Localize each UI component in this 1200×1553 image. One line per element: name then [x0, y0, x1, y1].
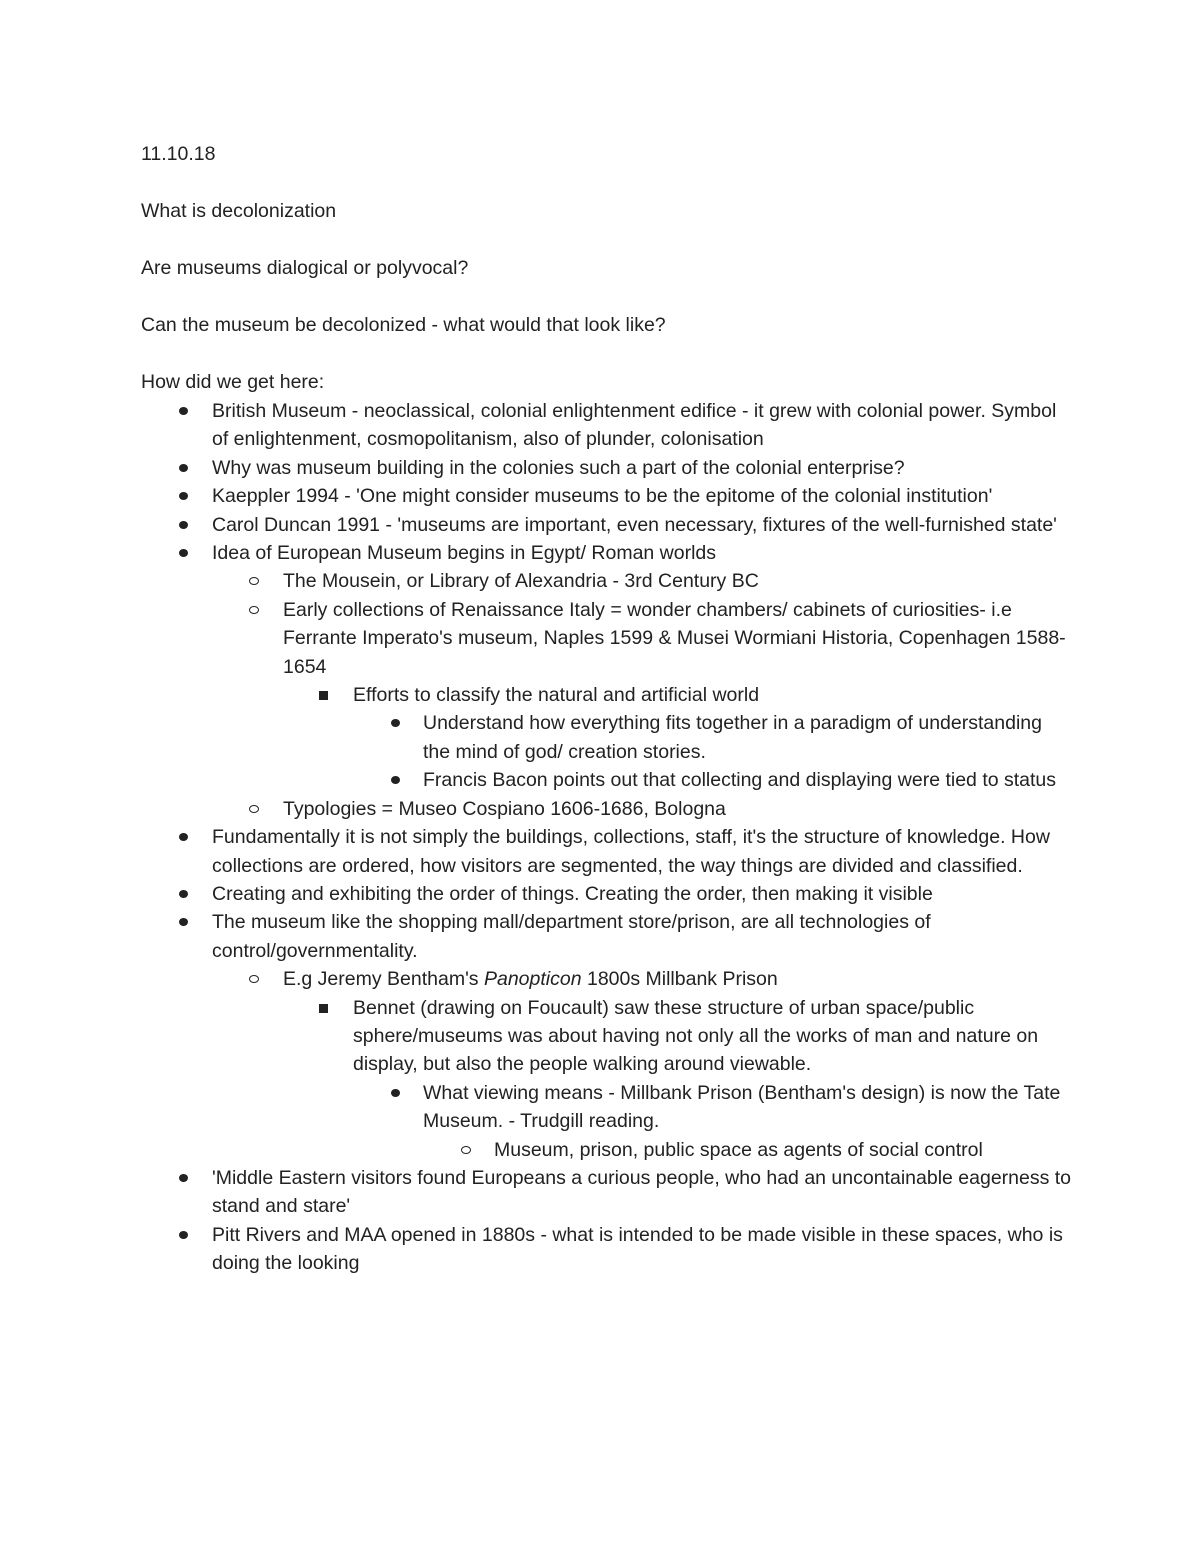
- question-dialogical: Are museums dialogical or polyvocal?: [141, 257, 469, 279]
- list-item: Bennet (drawing on Foucault) saw these structure of urban space/public sphere/museums was about having not only all the works of man and nature on display, but also the people walking around viewable.: [353, 996, 1039, 1076]
- list-item: The museum like the shopping mall/department store/prison, are all technologies of control/governmentality.: [212, 911, 931, 962]
- list-item: Creating and exhibiting the order of things. Creating the order, then making it visible: [212, 882, 933, 905]
- list-item: Fundamentally it is not simply the buildings, collections, staff, it's the structure of knowledge. How collections are ordered, how visitors are segmented, the way things are divided and classified.: [212, 826, 1050, 877]
- section-heading: How did we get here:: [141, 371, 325, 393]
- list-item: Kaeppler 1994 - 'One might consider museums to be the epitome of the colonial institution': [212, 485, 993, 508]
- list-item: Typologies = Museo Cospiano 1606-1686, Bologna: [283, 797, 726, 820]
- list-item: The Mousein, or Library of Alexandria - 3rd Century BC: [283, 570, 759, 593]
- list-item: Why was museum building in the colonies such a part of the colonial enterprise?: [212, 456, 905, 479]
- list-item: E.g Jeremy Bentham's Panopticon 1800s Millbank Prison: [283, 968, 778, 991]
- list-item: Francis Bacon points out that collecting and displaying were tied to status: [423, 769, 1057, 792]
- list-item: Carol Duncan 1991 - 'museums are important, even necessary, fixtures of the well-furnished state': [212, 513, 1057, 536]
- list-item: What viewing means - Millbank Prison (Bentham's design) is now the Tate Museum. - Trudgill reading.: [423, 1081, 1061, 1133]
- list-item: Museum, prison, public space as agents of social control: [494, 1138, 983, 1161]
- list-item: British Museum - neoclassical, colonial enlightenment edifice - it grew with colonial power. Symbol of enlightenment, cosmopolitanism, also of plunder, colonisation: [212, 400, 1057, 451]
- question-decolonized: Can the museum be decolonized - what would that look like?: [141, 314, 666, 336]
- date: 11.10.18: [141, 143, 216, 165]
- list-item: Understand how everything fits together in a paradigm of understanding the mind of god/ creation stories.: [423, 712, 1042, 763]
- notes-list: [141, 397, 1074, 1278]
- list-item: Pitt Rivers and MAA opened in 1880s - what is intended to be made visible in these spaces, who is doing the looking: [212, 1223, 1063, 1275]
- list-item: Early collections of Renaissance Italy = wonder chambers/ cabinets of curiosities- i.e Ferrante Imperato's museum, Naples 1599 & Musei Wormiani Historia, Copenhagen 1588-1654: [283, 598, 1066, 678]
- list-item: Idea of European Museum begins in Egypt/ Roman worlds: [212, 542, 717, 565]
- question-decolonization: What is decolonization: [141, 200, 337, 222]
- list-item: 'Middle Eastern visitors found Europeans a curious people, who had an uncontainable eagerness to stand and stare': [212, 1166, 1072, 1218]
- list-item: Efforts to classify the natural and artificial world: [353, 684, 760, 707]
